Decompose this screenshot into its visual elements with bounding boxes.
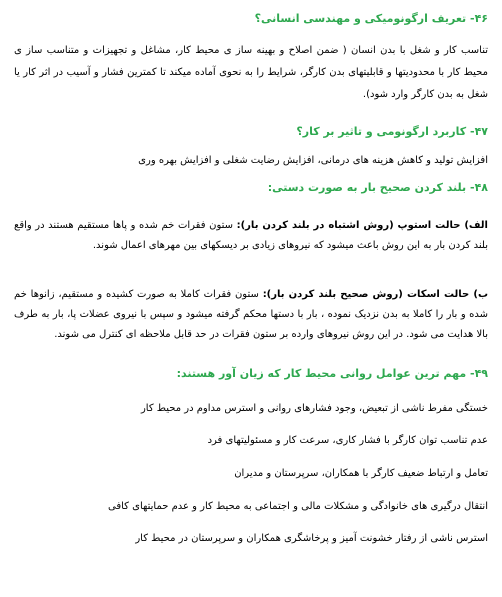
list-item: انتقال درگیری های خانوادگی و مشکلات مالی و اجتماعی به محیط کار و عدم حمایتهای کافی xyxy=(108,501,488,512)
list-item: تعامل و ارتباط ضعیف کارگر با همکاران، سرپرستان و مدیران xyxy=(234,468,488,479)
q47-body: افزایش تولید و کاهش هزینه های درمانی، افزایش رضایت شغلی و افزایش بهره وری xyxy=(138,155,488,166)
list-item: خستگی مفرط ناشی از تبعیض، وجود فشارهای روانی و استرس مداوم در محیط کار xyxy=(140,403,488,414)
q46-heading: ۴۶- تعریف ارگونومیکی و مهندسی انسانی؟ xyxy=(254,12,488,25)
q48-method-a-body: ستون فقرات خم شده و پاها مستقیم هستند در واقع بلند کردن بار به این روش باعث میشود که نیروهای زیادی بر دیسکهای بین مهرهای اعمال شوند. xyxy=(14,220,488,251)
list-item: استرس ناشی از رفتار خشونت آمیز و پرخاشگری همکاران و سرپرستان در محیط کار xyxy=(135,533,488,544)
q48-method-b xyxy=(14,285,488,345)
q48-heading: ۴۸- بلند کردن صحیح بار به صورت دستی: xyxy=(267,181,488,194)
q46-body: تناسب کار و شغل با بدن انسان ( ضمن اصلاح و بهینه ساز ی محیط کار، مشاغل و تجهیزات و متناسب ساز ی محیط کار با محدودیتها و قابلیتهای بدن کارگر، شرایط را به نحوی آماده میکند تا کمترین فشار و آسیب در اثر کار یا شغل به بدن کارگر وارد شود). xyxy=(14,45,488,100)
q48-method-b-body: ستون فقرات کاملا به صورت کشیده و مستقیم، زانوها خم شده و بار را کاملا به بدن نزدیک نموده ، بار با دستها محکم گرفته میشود و سپس با نیروی عضلات پا، بار به طرف بالا هدایت می شود. در این روش نیروهای وارده بر ستون فقرات در حد قابل ملاحظه ای کنترل می شوند. xyxy=(14,289,488,340)
list-item: عدم تناسب توان کارگر با فشار کاری، سرعت کار و مسئولیتهای فرد xyxy=(207,435,488,446)
q48-method-b-label: ب) حالت اسکات (روش صحیح بلند کردن بار): xyxy=(262,289,488,300)
q48-method-a-label: الف) حالت استوپ (روش اشتباه در بلند کردن بار): xyxy=(236,220,488,231)
q48-method-a xyxy=(14,216,488,256)
q49-heading: ۴۹- مهم ترین عوامل روانی محیط کار که زیان آور هستند: xyxy=(176,367,488,380)
q47-heading: ۴۷- کاربرد ارگونومی و تاثیر بر کار؟ xyxy=(296,125,488,138)
